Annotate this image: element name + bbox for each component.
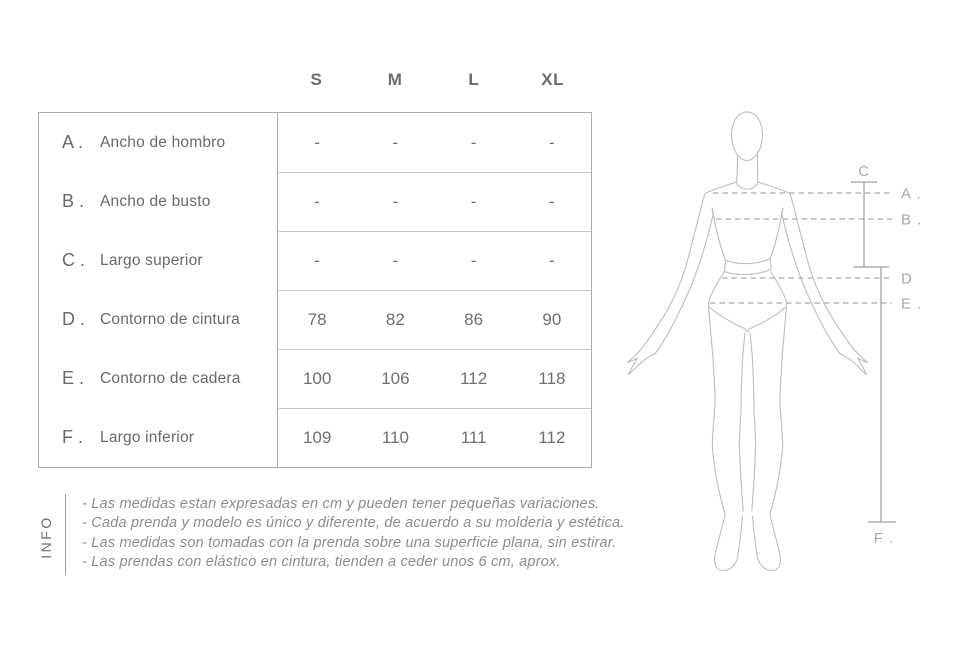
value-cell: -	[513, 172, 591, 231]
row-label: Contorno de cintura	[100, 310, 240, 328]
note-line: - Las medidas son tomadas con la prenda sobre una superficie plana, sin estirar.	[82, 534, 617, 551]
figure-shoulder	[705, 182, 737, 194]
row-label: Contorno de cadera	[100, 369, 241, 387]
row-letter: D .	[62, 309, 86, 329]
figure-briefs	[709, 307, 745, 329]
value-cell: 78	[278, 290, 356, 349]
figure-waistband	[770, 259, 771, 270]
value-cell: 112	[513, 408, 591, 467]
figure-neck	[757, 152, 758, 182]
table-row-label	[39, 349, 277, 408]
figure-neck	[737, 155, 738, 182]
figure-torso-side	[712, 208, 726, 260]
figure-shoulder	[758, 182, 790, 194]
info-divider-line	[65, 494, 66, 575]
measure-dashed-lines	[710, 193, 892, 303]
value-cell: 118	[513, 349, 591, 408]
note-line: - Cada prenda y modelo es único y diferente, de acuerdo a su molderia y estética.	[82, 515, 625, 532]
value-cell: -	[356, 172, 434, 231]
figure-arm-inner	[655, 212, 714, 354]
label-a: A .	[901, 185, 922, 203]
row-letter: E .	[62, 368, 85, 388]
value-cell: 106	[356, 349, 434, 408]
figure-leg	[709, 303, 726, 515]
figure-foot	[714, 515, 742, 571]
figure-leg-inner	[739, 333, 745, 511]
measurement-figure	[612, 102, 964, 602]
label-c: C	[858, 163, 870, 180]
label-b: B .	[901, 211, 923, 229]
measure-rulers	[851, 182, 896, 522]
label-e: E .	[901, 295, 923, 313]
figure-waistband	[725, 269, 772, 275]
mannequin-outline	[628, 112, 868, 571]
value-cell: -	[356, 231, 434, 290]
value-cell: -	[435, 231, 513, 290]
table-row-label	[39, 113, 277, 172]
value-cell: -	[278, 172, 356, 231]
size-header-m: M	[387, 70, 403, 89]
figure-crotch	[745, 329, 751, 332]
figure-leg	[770, 303, 787, 515]
value-cell: -	[513, 231, 591, 290]
row-label: Ancho de hombro	[100, 133, 226, 151]
value-cell: -	[278, 231, 356, 290]
value-cell: 110	[356, 408, 434, 467]
row-letter: B .	[62, 191, 85, 211]
value-cell: 100	[278, 349, 356, 408]
figure-foot	[753, 515, 781, 571]
row-letter: C .	[62, 250, 86, 270]
table-row-label	[39, 408, 277, 467]
size-chart-table	[38, 112, 592, 468]
note-line: - Las medidas estan expresadas en cm y pueden tener pequeñas variaciones.	[82, 496, 600, 512]
info-heading: INFO	[38, 515, 54, 559]
value-cell: -	[549, 132, 555, 152]
row-letter: F .	[62, 427, 83, 447]
row-label: Ancho de busto	[100, 192, 211, 210]
table-row-label	[39, 290, 277, 349]
value-cell: -	[392, 132, 399, 152]
size-header-s: S	[310, 70, 323, 89]
measure-labels-column	[39, 113, 278, 467]
figure-hand	[841, 348, 868, 375]
figure-torso-side	[770, 208, 784, 260]
label-f: F .	[873, 530, 895, 547]
figure-arm-inner	[782, 212, 841, 354]
figure-collar	[737, 182, 759, 189]
value-cell: 109	[278, 408, 356, 467]
value-cell: 82	[356, 290, 434, 349]
figure-briefs	[750, 307, 787, 329]
measure-values-grid	[278, 113, 591, 467]
table-row-label	[39, 231, 277, 290]
figure-waistband	[726, 259, 771, 264]
value-cell: -	[435, 172, 513, 231]
figure-waistband	[725, 260, 726, 272]
value-cell: -	[314, 132, 320, 152]
value-cell: 90	[513, 290, 591, 349]
row-letter: A .	[62, 132, 84, 152]
note-line: - Las prendas con elástico en cintura, tienden a ceder unos 6 cm, aprox.	[82, 553, 561, 570]
size-header-row	[277, 70, 592, 90]
size-header-xl: XL	[541, 70, 564, 89]
value-cell: 86	[435, 290, 513, 349]
table-row-label	[39, 172, 277, 231]
row-label: Largo superior	[100, 251, 203, 269]
measure-letter-labels	[858, 163, 922, 547]
value-cell: 111	[435, 408, 513, 467]
row-label: Largo inferior	[100, 428, 195, 446]
figure-leg-inner	[750, 333, 756, 511]
figure-hip	[771, 272, 787, 303]
value-cell: 112	[435, 349, 513, 408]
size-header-l: L	[468, 70, 480, 89]
info-notes	[82, 495, 625, 572]
label-d: D	[901, 270, 913, 288]
value-cell: -	[470, 132, 477, 152]
figure-hand	[628, 348, 655, 375]
figure-hip	[709, 272, 725, 303]
